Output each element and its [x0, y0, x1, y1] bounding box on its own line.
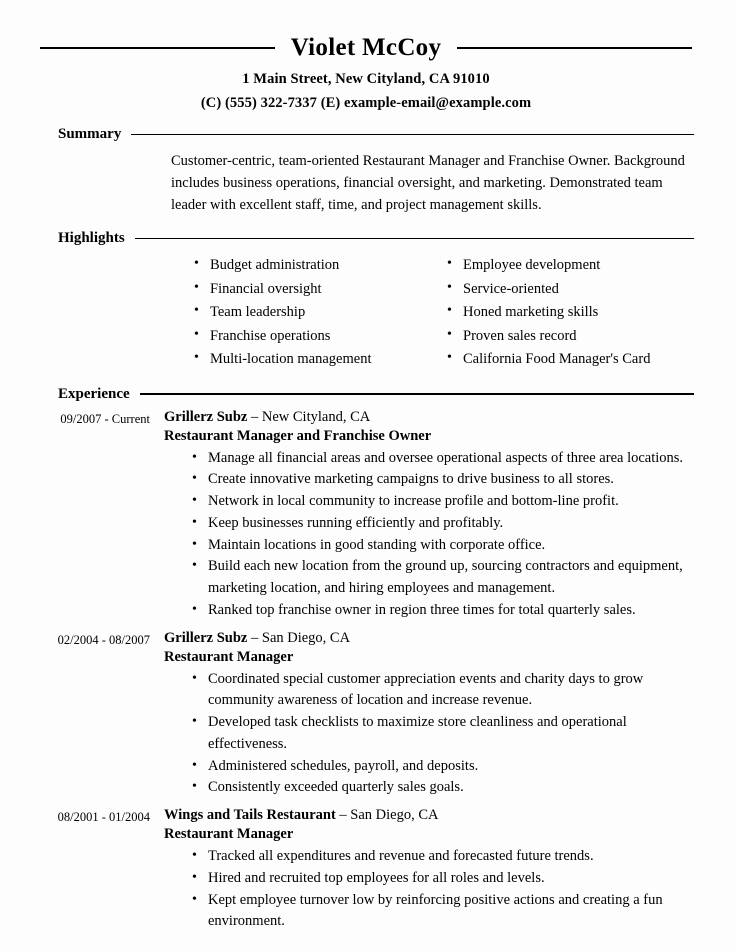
experience-dates: 02/2004 - 08/2007 [57, 632, 150, 647]
candidate-address: 1 Main Street, New Cityland, CA 91010 [242, 71, 490, 87]
experience-role: Restaurant Manager and Franchise Owner [164, 427, 432, 444]
list-item: • Hired and recruited top employees for all roles and levels. [186, 868, 694, 890]
list-item: • Build each new location from the ground up, sourcing contractors and equipment, marketing location, and hiring employees and management. [186, 556, 694, 600]
experience-role: Restaurant Manager [164, 826, 294, 843]
list-item: • Employee development [441, 254, 694, 277]
experience-location: San Diego, CA [350, 807, 439, 824]
list-item: • Tracked all expenditures and revenue and forecasted future trends. [186, 846, 694, 868]
list-item: • Administered schedules, payroll, and deposits. [186, 756, 694, 778]
highlights-left-column [188, 254, 441, 371]
experience-company-line [164, 807, 694, 824]
list-item: • Proven sales record [441, 325, 694, 348]
experience-entry [38, 409, 694, 622]
list-item: • California Food Manager's Card [441, 348, 694, 371]
list-item: • Service-oriented [441, 278, 694, 301]
highlights-right-column [441, 254, 694, 371]
resume-header [38, 34, 694, 112]
experience-company: Grillerz Subz [164, 408, 248, 425]
list-item: • Developed task checklists to maximize store cleanliness and operational effectiveness. [186, 712, 694, 756]
experience-entry [38, 630, 694, 800]
list-item: • Create innovative marketing campaigns to drive business to all stores. [186, 469, 694, 491]
list-item: • Consistently exceeded quarterly sales goals. [186, 777, 694, 799]
summary-heading [38, 126, 694, 143]
highlights-heading [38, 230, 694, 247]
list-item: • Financial oversight [188, 278, 441, 301]
experience-entry [38, 807, 694, 933]
summary-text: Customer-centric, team-oriented Restaurant Manager and Franchise Owner. Background includes business operations, financial oversight, and marketing. Demonstrated team leader with excellent staff, time, and project management skills. [171, 153, 685, 214]
summary-rule [131, 134, 694, 136]
name-rule-right [457, 47, 692, 49]
list-item: • Coordinated special customer appreciation events and charity days to grow community awareness of location and increase revenue. [186, 669, 694, 713]
list-item: • Budget administration [188, 254, 441, 277]
name-row [38, 34, 694, 62]
experience-bullets [186, 846, 694, 933]
experience-separator: – [251, 629, 259, 646]
experience-company: Wings and Tails Restaurant [164, 807, 336, 824]
highlights-columns [188, 254, 694, 371]
experience-location: San Diego, CA [261, 629, 351, 646]
list-item: • Maintain locations in good standing with corporate office. [186, 535, 694, 557]
experience-rule [140, 393, 694, 395]
list-item: • Keep businesses running efficiently and profitably. [186, 513, 694, 535]
experience-role: Restaurant Manager [164, 648, 294, 665]
experience-details [160, 409, 694, 622]
experience-company: Grillerz Subz [164, 629, 248, 646]
list-item: • Honed marketing skills [441, 301, 694, 324]
experience-dates: 08/2001 - 01/2004 [57, 810, 150, 825]
list-item: • Ranked top franchise owner in region three times for total quarterly sales. [186, 600, 694, 622]
highlights-title: Highlights [58, 230, 125, 247]
experience-bullets [186, 448, 694, 622]
experience-details [160, 630, 694, 800]
list-item: • Network in local community to increase profile and bottom-line profit. [186, 491, 694, 513]
highlights-rule [135, 238, 694, 240]
experience-section [38, 386, 694, 934]
experience-location: New Cityland, CA [261, 408, 371, 425]
list-item: • Kept employee turnover low by reinforcing positive actions and creating a fun environment. [186, 890, 694, 934]
experience-separator: – [339, 807, 347, 824]
experience-details [160, 807, 694, 933]
experience-bullets [186, 669, 694, 800]
experience-title: Experience [58, 385, 130, 402]
list-item: • Franchise operations [188, 325, 441, 348]
experience-dates: 09/2007 - Current [60, 411, 150, 426]
experience-heading [38, 386, 694, 403]
highlights-section [38, 230, 694, 371]
candidate-contact: (C) (555) 322-7337 (E) example-email@example.com [200, 95, 532, 111]
summary-section [38, 126, 694, 216]
candidate-name: Violet McCoy [290, 34, 442, 61]
experience-company-line [164, 630, 694, 647]
summary-title: Summary [58, 126, 122, 142]
list-item: • Team leadership [188, 301, 441, 324]
experience-separator: – [251, 408, 259, 425]
experience-company-line [164, 409, 694, 426]
name-rule-left [40, 47, 275, 49]
list-item: • Multi-location management [188, 348, 441, 371]
list-item: • Manage all financial areas and oversee operational aspects of three area locations. [186, 448, 694, 470]
